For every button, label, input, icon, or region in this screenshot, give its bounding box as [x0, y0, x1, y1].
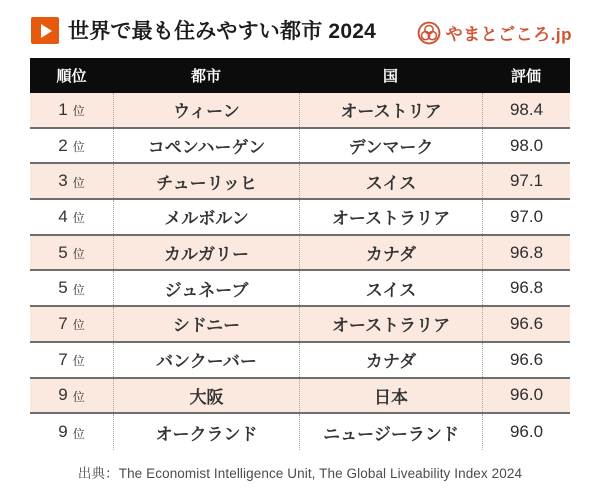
rank-number: 4	[58, 206, 68, 226]
country-cell: デンマーク	[299, 129, 482, 163]
rank-cell	[30, 271, 113, 305]
rank-suffix: 位	[72, 318, 85, 333]
site-logo	[417, 20, 572, 45]
score-cell: 97.1	[482, 164, 570, 198]
rank-number: 9	[58, 422, 68, 442]
city-cell: オークランド	[113, 414, 299, 450]
country-cell: 日本	[299, 379, 482, 413]
column-header-rank: 順位	[56, 68, 87, 85]
table-row	[30, 307, 570, 343]
logo-text: やまとごころ.jp	[445, 25, 572, 44]
rank-suffix: 位	[72, 211, 85, 226]
source-note: 出典：The Economist Intelligence Unit, The Global Liveability Index 2024	[77, 466, 523, 481]
logo-mark-icon	[417, 21, 441, 45]
country-cell: カナダ	[299, 236, 482, 270]
rank-number: 7	[58, 313, 68, 333]
city-cell: コペンハーゲン	[113, 129, 299, 163]
rank-cell	[30, 236, 113, 270]
rank-number: 1	[58, 99, 68, 119]
score-cell: 98.4	[482, 93, 570, 127]
play-icon	[31, 17, 59, 44]
country-cell: スイス	[299, 164, 482, 198]
city-cell: 大阪	[113, 379, 299, 413]
rank-number: 5	[58, 278, 68, 298]
rank-cell	[30, 414, 113, 450]
country-cell: カナダ	[299, 343, 482, 377]
rank-number: 5	[58, 242, 68, 262]
table-row	[30, 200, 570, 236]
score-cell: 97.0	[482, 200, 570, 234]
rank-suffix: 位	[72, 104, 85, 119]
table-row	[30, 414, 570, 450]
table-row	[30, 129, 570, 165]
city-cell: ウィーン	[113, 93, 299, 127]
city-cell: シドニー	[113, 307, 299, 341]
city-cell: チューリッヒ	[113, 164, 299, 198]
column-header-score: 評価	[510, 68, 541, 85]
country-cell: オーストリア	[299, 93, 482, 127]
rank-suffix: 位	[72, 175, 85, 190]
score-cell: 96.8	[482, 271, 570, 305]
table-row	[30, 343, 570, 379]
city-cell: バンクーバー	[113, 343, 299, 377]
table-row	[30, 379, 570, 415]
country-cell: オーストラリア	[299, 200, 482, 234]
column-header-country: 国	[382, 68, 398, 85]
rank-cell	[30, 343, 113, 377]
table-row	[30, 271, 570, 307]
city-cell: カルガリー	[113, 236, 299, 270]
table-header-row	[30, 58, 570, 93]
score-cell: 96.0	[482, 379, 570, 413]
table-body	[30, 93, 570, 450]
country-cell: スイス	[299, 271, 482, 305]
city-cell: ジュネーブ	[113, 271, 299, 305]
table-row	[30, 236, 570, 272]
rank-cell	[30, 93, 113, 127]
column-header-city: 都市	[190, 68, 221, 85]
rank-number: 3	[58, 171, 68, 191]
rank-cell	[30, 379, 113, 413]
city-cell: メルボルン	[113, 200, 299, 234]
rank-cell	[30, 129, 113, 163]
rank-cell	[30, 307, 113, 341]
country-cell: ニュージーランド	[299, 414, 482, 450]
rank-cell	[30, 200, 113, 234]
table-row	[30, 93, 570, 129]
play-triangle-icon	[41, 24, 52, 38]
score-cell: 96.6	[482, 343, 570, 377]
rank-suffix: 位	[72, 247, 85, 262]
rank-suffix: 位	[72, 389, 85, 404]
rank-cell	[30, 164, 113, 198]
rank-number: 2	[58, 135, 68, 155]
country-cell: オーストラリア	[299, 307, 482, 341]
score-cell: 98.0	[482, 129, 570, 163]
rank-suffix: 位	[72, 140, 85, 155]
rank-suffix: 位	[72, 282, 85, 297]
ranking-table	[30, 58, 570, 450]
rank-suffix: 位	[72, 354, 85, 369]
page-title: 世界で最も住みやすい都市 2024	[68, 20, 376, 43]
rank-number: 9	[58, 385, 68, 405]
rank-number: 7	[58, 349, 68, 369]
rank-suffix: 位	[72, 426, 85, 441]
score-cell: 96.8	[482, 236, 570, 270]
score-cell: 96.6	[482, 307, 570, 341]
score-cell: 96.0	[482, 414, 570, 450]
table-row	[30, 164, 570, 200]
